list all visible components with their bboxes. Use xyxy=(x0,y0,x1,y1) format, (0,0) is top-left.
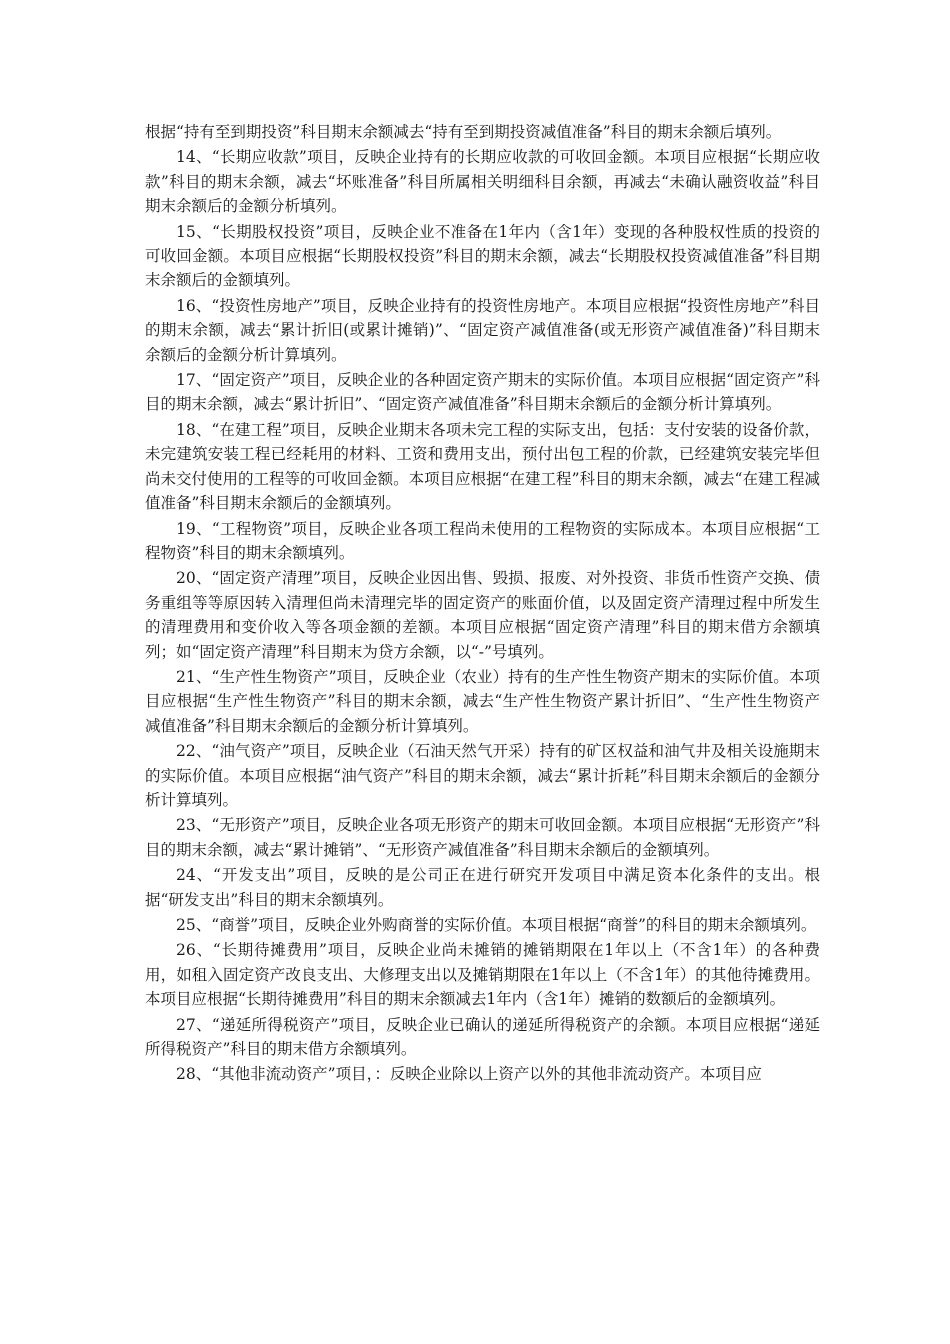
paragraph-item-20: 20、“固定资产清理”项目，反映企业因出售、毁损、报废、对外投资、非货币性资产交换、债务重组等等原因转入清理但尚未清理完毕的固定资产的账面价值，以及固定资产清理过程中所发生的清理费用和变价收入等各项金额的差额。本项目应根据“固定资产清理”科目的期末借方余额填列；如“固定资产清理”科目期末为贷方余额，以“-”号填列。 xyxy=(145,569,820,661)
paragraph-item-23: 23、“无形资产”项目，反映企业各项无形资产的期末可收回金额。本项目应根据“无形资产”科目的期末余额，减去“累计摊销”、“无形资产减值准备”科目期末余额后的金额填列。 xyxy=(145,816,820,859)
paragraph-item-22: 22、“油气资产”项目，反映企业（石油天然气开采）持有的矿区权益和油气井及相关设施期末的实际价值。本项目应根据“油气资产”科目的期末余额，减去“累计折耗”科目期末余额后的金额分析计算填列。 xyxy=(145,742,820,809)
paragraph-item-14: 14、“长期应收款”项目，反映企业持有的长期应收款的可收回金额。本项目应根据“长期应收款”科目的期末余额，减去“坏账准备”科目所属相关明细科目余额，再减去“未确认融资收益”科目期末余额后的金额分析填列。 xyxy=(145,148,820,216)
paragraph-item-16: 16、“投资性房地产”项目，反映企业持有的投资性房地产。本项目应根据“投资性房地产”科目的期末余额，减去“累计折旧(或累计摊销)”、“固定资产减值准备(或无形资产减值准备)”科目期末余额后的金额分析计算填列。 xyxy=(145,296,820,364)
paragraph-item-15: 15、“长期股权投资”项目，反映企业不准备在1年内（含1年）变现的各种股权性质的投资的可收回金额。本项目应根据“长期股权投资”科目的期末余额，减去“长期股权投资减值准备”科目期末余额后的金额填列。 xyxy=(145,222,820,290)
paragraph-item-27: 27、“递延所得税资产”项目，反映企业已确认的递延所得税资产的余额。本项目应根据“递延所得税资产”科目的期末借方余额填列。 xyxy=(145,1015,820,1059)
document-body xyxy=(145,120,820,1088)
paragraph-item-24: 24、“开发支出”项目，反映的是公司正在进行研究开发项目中满足资本化条件的支出。根据“研发支出”科目的期末余额填列。 xyxy=(145,866,820,909)
paragraph-item-25: 25、“商誉”项目，反映企业外购商誉的实际价值。本项目根据“商誉”的科目的期末余额填列。 xyxy=(176,916,817,934)
paragraph-item-28: 28、“其他非流动资产”项目，：反映企业除以上资产以外的其他非流动资产。本项目应 xyxy=(176,1065,762,1084)
paragraph-item-21: 21、“生产性生物资产”项目，反映企业（农业）持有的生产性生物资产期末的实际价值。本项目应根据“生产性生物资产”科目的期末余额，减去“生产性生物资产累计折旧”、“生产性生物资产减值准备”科目期末余额后的金额分析计算填列。 xyxy=(145,667,820,735)
paragraph-continuation: 根据“持有至到期投资”科目期末余额减去“持有至到期投资减值准备”科目的期末余额后填列。 xyxy=(145,123,782,141)
paragraph-item-18: 18、“在建工程”项目，反映企业期末各项未完工程的实际支出，包括：支付安装的设备价款，未完建筑安装工程已经耗用的材料、工资和费用支出，预付出包工程的价款，已经建筑安装完毕但尚未交付使用的工程等的可收回金额。本项目应根据“在建工程”科目的期末余额，减去“在建工程减值准备”科目期末余额后的金额填列。 xyxy=(145,420,820,513)
paragraph-item-19: 19、“工程物资”项目，反映企业各项工程尚未使用的工程物资的实际成本。本项目应根据“工程物资”科目的期末余额填列。 xyxy=(145,519,820,562)
paragraph-item-26: 26、“长期待摊费用”项目，反映企业尚未摊销的摊销期限在1年以上（不含1年）的各种费用，如租入固定资产改良支出、大修理支出以及摊销期限在1年以上（不含1年）的其他待摊费用。本项目应根据“长期待摊费用”科目的期末余额减去1年内（含1年）摊销的数额后的金额填列。 xyxy=(145,941,820,1009)
paragraph-item-17: 17、“固定资产”项目，反映企业的各种固定资产期末的实际价值。本项目应根据“固定资产”科目的期末余额，减去“累计折旧”、“固定资产减值准备”科目期末余额后的金额分析计算填列。 xyxy=(145,371,820,414)
